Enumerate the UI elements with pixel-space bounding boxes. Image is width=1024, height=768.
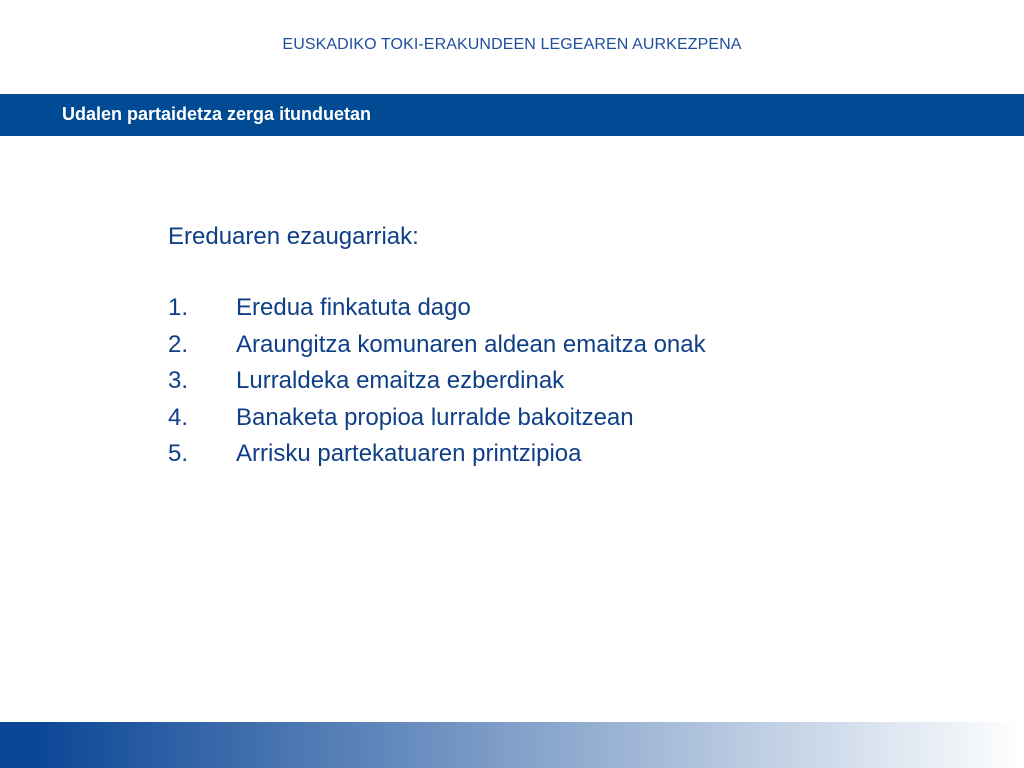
- list-item-text: Lurraldeka emaitza ezberdinak: [236, 367, 565, 395]
- footer-gradient-bar: [0, 722, 1024, 768]
- characteristics-list: [168, 290, 706, 473]
- list-item: [168, 436, 706, 473]
- list-heading: Ereduaren ezaugarriak:: [168, 223, 419, 250]
- list-item: [168, 400, 706, 437]
- section-title: Udalen partaidetza zerga itunduetan: [62, 104, 372, 124]
- list-item-text: Arrisku partekatuaren printzipioa: [236, 440, 582, 468]
- list-item: [168, 327, 706, 364]
- list-item: [168, 363, 706, 400]
- section-banner: [0, 94, 1024, 136]
- list-item-text: Araungitza komunaren aldean emaitza onak: [236, 330, 706, 358]
- list-item-number: 2.: [168, 330, 189, 358]
- list-item: [168, 290, 706, 327]
- slide-content: [168, 222, 706, 473]
- list-item-number: 4.: [168, 403, 189, 431]
- list-item-number: 1.: [168, 294, 189, 321]
- list-item-text: Banaketa propioa lurralde bakoitzean: [236, 403, 634, 431]
- list-item-text: Eredua finkatuta dago: [236, 294, 471, 321]
- list-item-number: 5.: [168, 440, 189, 468]
- presentation-title: EUSKADIKO TOKI-ERAKUNDEEN LEGEAREN AURKEZPENA: [282, 36, 742, 53]
- list-item-number: 3.: [168, 367, 189, 395]
